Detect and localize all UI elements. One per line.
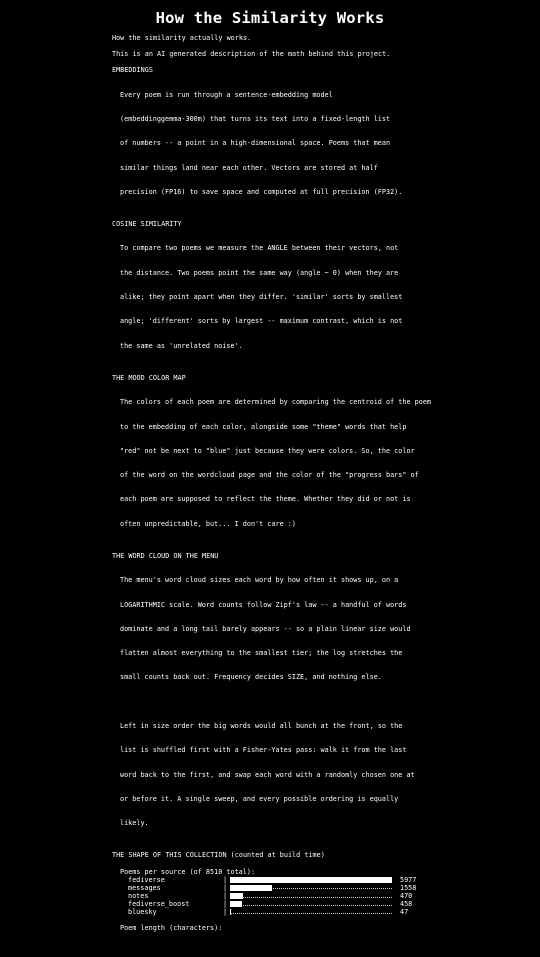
paragraph-line: often unpredictable, but... I don't care :)	[120, 519, 296, 528]
source-bar-row	[120, 900, 532, 908]
bar-divider: |	[223, 891, 228, 900]
section-heading-shape: THE SHAPE OF THIS COLLECTION (counted at build time)	[112, 851, 325, 860]
paragraph-line: The colors of each poem are determined by comparing the centroid of the poem	[120, 398, 431, 407]
bar-fill	[230, 885, 272, 891]
paragraph-line: of numbers -- a point in a high-dimensional space. Poems that mean	[120, 139, 391, 148]
paragraph-line: likely.	[120, 819, 149, 828]
source-bar-row	[120, 876, 532, 884]
paragraph-line: small counts back out. Frequency decides SIZE, and nothing else.	[120, 673, 382, 682]
section-body-embeddings	[112, 74, 532, 212]
paragraph-line: of the word on the wordcloud page and the color of the "progress bars" of	[120, 471, 419, 480]
paragraph-line: alike; they point apart when they differ. 'similar' sorts by smallest	[120, 293, 403, 301]
bar-divider: |	[223, 908, 228, 917]
paragraph-line: list is shuffled first with a Fisher-Yates pass: walk it from the last	[120, 746, 407, 755]
source-count: 470	[400, 891, 413, 900]
bar-dots	[230, 905, 392, 906]
source-name: bluesky	[128, 908, 157, 917]
paragraph-line: (embeddinggemma-300m) that turns its text into a fixed-length list	[120, 114, 391, 123]
paragraph-line: flatten almost everything to the smallest tier; the log stretches the	[120, 649, 403, 658]
section-body-mood	[112, 382, 532, 544]
paragraph-line: precision (FP16) to save space and computed at full precision (FP32).	[120, 187, 403, 196]
bar-dots	[230, 913, 392, 914]
source-count: 5977	[400, 875, 417, 884]
bar-fill	[230, 893, 243, 899]
bar-divider: |	[223, 875, 228, 884]
section-heading-mood: THE MOOD COLOR MAP	[112, 373, 186, 382]
paragraph-line: Every poem is run through a sentence-embedding model	[120, 90, 333, 99]
intro-line-1: How the similarity actually works.	[112, 34, 252, 42]
poems-per-source-label: Poems per source (of 8510 total):	[120, 867, 256, 876]
source-name: notes	[128, 891, 149, 900]
paragraph-line: Left in size order the big words would all bunch at the front, so the	[120, 721, 403, 730]
bar-fill	[230, 901, 242, 907]
paragraph-line: To compare two poems we measure the ANGLE between their vectors, not	[120, 244, 399, 253]
bar-track	[230, 909, 392, 915]
section-body-word-cloud	[112, 560, 532, 843]
paragraph-line: angle; 'different' sorts by largest -- maximum contrast, which is not	[120, 317, 403, 326]
bar-dots	[230, 897, 392, 898]
bar-track	[230, 893, 392, 899]
section-heading-word-cloud: THE WORD CLOUD ON THE MENU	[112, 552, 219, 560]
source-bar-row	[120, 892, 532, 900]
source-bars	[120, 876, 532, 916]
poem-length-label: Poem length (characters):	[120, 924, 223, 933]
paragraph-line: to the embedding of each color, alongside some "theme" words that help	[120, 422, 407, 431]
paragraph-line: or before it. A single sweep, and every possible ordering is equally	[120, 794, 399, 803]
source-name: fediverse_boost	[128, 900, 190, 909]
paragraph-line: LOGARITHMIC scale. Word counts follow Zipf's law -- a handful of words	[120, 600, 407, 609]
main-content	[112, 34, 532, 932]
paragraph-line: The menu's word cloud sizes each word by how often it shows up, on a	[120, 576, 399, 585]
source-count: 1558	[400, 883, 417, 892]
source-count: 458	[400, 900, 413, 909]
section-heading-cosine: COSINE SIMILARITY	[112, 220, 182, 229]
source-count: 47	[400, 908, 409, 917]
paragraph-line: the distance. Two poems point the same way (angle ~ 0) when they are	[120, 268, 399, 277]
bar-fill	[230, 877, 392, 883]
page-title: How the Similarity Works	[155, 9, 385, 27]
bar-divider: |	[223, 900, 228, 909]
source-bar-row	[120, 908, 532, 916]
bar-track	[230, 901, 392, 907]
bar-fill	[230, 909, 231, 915]
bar-track	[230, 877, 392, 883]
paragraph-line: word back to the first, and swap each word with a randomly chosen one at	[120, 770, 415, 779]
source-name: messages	[128, 883, 161, 892]
poems-per-source	[112, 868, 532, 933]
source-name: fediverse	[128, 875, 165, 884]
paragraph-line: similar things land near each other. Vectors are stored at half	[120, 163, 378, 172]
paragraph-line: dominate and a long tail barely appears -- so a plain linear size would	[120, 624, 411, 633]
paragraph-line: "red" not be next to "blue" just because they were colors. So, the color	[120, 446, 415, 455]
intro-line-2: This is an AI generated description of the math behind this project.	[112, 50, 391, 59]
paragraph-line: the same as 'unrelated noise'.	[120, 341, 243, 350]
paragraph-line: each poem are supposed to reflect the theme. Whether they did or not is	[120, 495, 411, 504]
bar-divider: |	[223, 883, 228, 892]
section-body-cosine	[112, 228, 532, 366]
source-bar-row	[120, 884, 532, 892]
section-heading-embeddings: EMBEDDINGS	[112, 66, 153, 75]
bar-track	[230, 885, 392, 891]
